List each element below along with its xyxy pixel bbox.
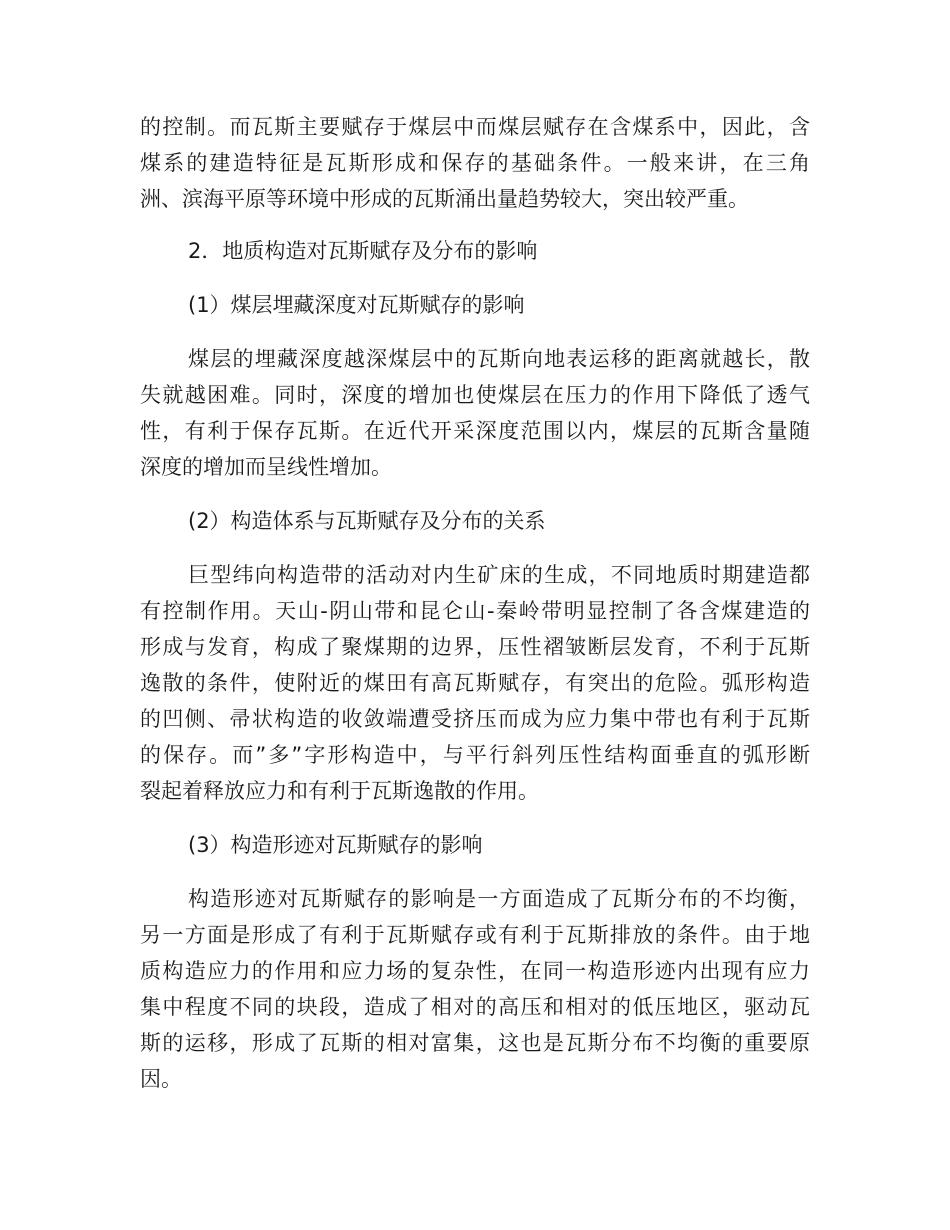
section-2-heading: 2．地质构造对瓦斯赋存及分布的影响 <box>188 239 538 263</box>
text-line: 失就越困难。同时，深度的增加也使煤层在压力的作用下降低了透气 <box>140 383 810 407</box>
text-line: 构造形迹对瓦斯赋存的影响是一方面造成了瓦斯分布的不均衡， <box>188 887 810 911</box>
text-line: 有控制作用。天山-阴山带和昆仑山-秦岭带明显控制了各含煤建造的 <box>140 599 810 623</box>
paragraph-2 <box>140 557 810 809</box>
text-line: 的凹侧、帚状构造的收敛端遭受挤压而成为应力集中带也有利于瓦斯 <box>140 707 810 731</box>
text-line: 的保存。而”多”字形构造中，与平行斜列压性结构面垂直的弧形断 <box>140 743 810 767</box>
text-line: 性，有利于保存瓦斯。在近代开采深度范围以内，煤层的瓦斯含量随 <box>140 419 810 443</box>
text-line: 巨型纬向构造带的活动对内生矿床的生成，不同地质时期建造都 <box>188 563 810 587</box>
paragraph-1 <box>140 341 810 485</box>
text-line: 煤层的埋藏深度越深煤层中的瓦斯向地表运移的距离就越长，散 <box>188 347 810 371</box>
subsection-2-heading: (2）构造体系与瓦斯赋存及分布的关系 <box>188 509 546 533</box>
text-line: 质构造应力的作用和应力场的复杂性，在同一构造形迹内出现有应力 <box>140 959 810 983</box>
text-line: 因。 <box>140 1067 182 1091</box>
section-heading <box>188 233 858 269</box>
paragraph-3 <box>140 881 810 1097</box>
subsection-heading <box>188 503 858 539</box>
subsection-1-heading: (1）煤层埋藏深度对瓦斯赋存的影响 <box>188 293 525 317</box>
text-line: 深度的增加而呈线性增加。 <box>140 455 392 479</box>
paragraph-intro <box>140 109 810 217</box>
text-line: 煤系的建造特征是瓦斯形成和保存的基础条件。一般来讲，在三角 <box>140 151 810 175</box>
text-line: 的控制。而瓦斯主要赋存于煤层中而煤层赋存在含煤系中，因此，含 <box>140 115 810 139</box>
text-line: 另一方面是形成了有利于瓦斯赋存或有利于瓦斯排放的条件。由于地 <box>140 923 810 947</box>
subsection-3-heading: (3）构造形迹对瓦斯赋存的影响 <box>188 833 483 857</box>
subsection-heading <box>188 287 858 323</box>
text-line: 逸散的条件，使附近的煤田有高瓦斯赋存，有突出的危险。弧形构造 <box>140 671 810 695</box>
text-line: 裂起着释放应力和有利于瓦斯逸散的作用。 <box>140 779 539 803</box>
subsection-heading <box>188 827 858 863</box>
text-line: 形成与发育，构成了聚煤期的边界，压性褶皱断层发育，不利于瓦斯 <box>140 635 810 659</box>
text-line: 斯的运移，形成了瓦斯的相对富集，这也是瓦斯分布不均衡的重要原 <box>140 1031 810 1055</box>
text-line: 集中程度不同的块段，造成了相对的高压和相对的低压地区，驱动瓦 <box>140 995 810 1019</box>
text-line: 洲、滨海平原等环境中形成的瓦斯涌出量趋势较大，突出较严重。 <box>140 187 749 211</box>
